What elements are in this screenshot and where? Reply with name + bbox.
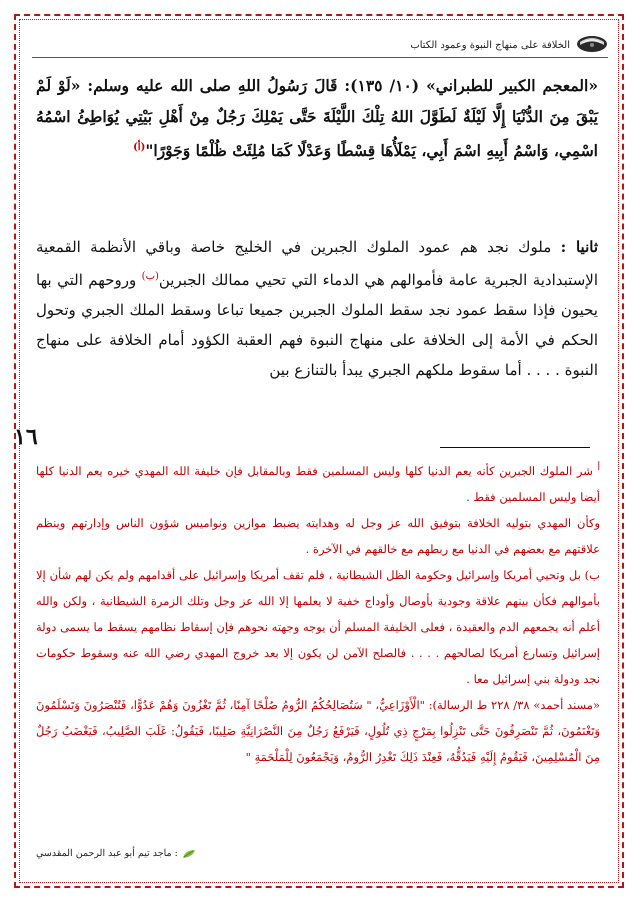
footnote-c: «مسند أحمد» ٣٨/ ٢٢٨ ط الرسالة): "الْأَوْزَاعِيُّ، " سَتُصَالِحُكُمُ الرُّومُ صُلْحًا آمِنًا، ثُمَّ تَغْزُونَ وَهُمْ عَدُوًّا، فَتُنْصَرُونَ وَتَسْلَمُونَ وَتَغْنَمُونَ، ثُمَّ تَنْصَرِفُونَ حَتَّى تَنْزِلُوا بِمَرْجٍ ذِي تُلُولٍ، فَيَرْفَعُ رَجُلٌ مِنَ النَّصْرَانِيَّةِ صَلِيبًا، فَيَقُولُ: غَلَبَ الصَّلِيبُ، فَيَغْضَبُ رَجُلٌ مِنَ الْمُسْلِمِينَ، فَيَقُومُ إِلَيْهِ فَيَدُقُّهُ، فَعِنْدَ ذَلِكَ تَغْدِرُ الرُّومُ، وَيَجْمَعُونَ لِلْمَلْحَمَةِ ": [36, 697, 601, 764]
footnote-a-number: أ: [597, 463, 600, 473]
footnote-marker-a[interactable]: (أ): [133, 142, 146, 153]
hadith-quote: [36, 70, 598, 166]
page-number: ١٦: [14, 424, 38, 450]
body-paragraph: [36, 232, 598, 385]
footnote-a-continued: وكأن المهدي بتوليه الخلافة بتوفيق الله عز وجل له وهدايته يضبط موازين ونواميس شؤون الناس وإدارتهم وينظم علاقتهم مع بعضهم في الدنيا مع ربطهم مع خالقهم في الآخرة .: [36, 515, 600, 556]
footnote-a: [36, 455, 600, 510]
hadith-quote-text: «المعجم الكبير للطبراني» (١٠/ ١٣٥): قَالَ رَسُولُ اللهِ صلى الله عليه وسلم: «لَوْ لَمْ يَبْقَ مِنَ الدُّنْيَا إِلَّا لَيْلَةٌ لَطَوَّلَ اللهُ تِلْكَ اللَّيْلَةَ حَتَّى يَمْلِكَ رَجُلٌ مِنْ أَهْلِ بَيْتِي يُوَاطِئُ اسْمُهُ اسْمِي، وَاسْمُ أَبِيهِ اسْمَ أَبِي، يَمْلَأُهَا قِسْطًا وَعَدْلًا كَمَا مُلِئَتْ ظُلْمًا وَجَوْرًا": [36, 76, 599, 161]
leaf-icon: [182, 849, 196, 859]
book-icon: [576, 30, 608, 54]
author-signature: [36, 848, 196, 859]
footnote-marker-b[interactable]: (ب): [141, 271, 159, 282]
footnotes-section: [36, 455, 600, 770]
footnote-divider: [440, 447, 590, 448]
header-divider: [32, 57, 608, 58]
body-text-part1: ملوك نجد هم عمود الملوك الجبرين في الخليج خاصة وباقي الأنظمة القمعية الإستبدادية الجبرية عامة فأموالهم هي الدماء التي تحيي ممالك الجبرين: [36, 238, 598, 289]
author-name: : ماجد تيم أبو عبد الرحمن المقدسي: [36, 848, 178, 859]
paragraph-label: ثانيا :: [560, 238, 598, 256]
running-header: الخلافة على منهاج النبوة وعمود الكتاب: [410, 40, 570, 51]
footnote-b: ب) بل وتحيي أمريكا وإسرائيل وحكومة الظل الشيطانية ، فلم تقف أمريكا وإسرائيل على أقدامهم ولم يكن لهم شأن إلا بأموالهم فكأن بينهم علاقة وجودية بأوصال وأوداج خفية لا يعلمها إلا الله عز وجل وتلك الزمرة الشيطانية ، ولكن والله أعلم أنه يجمعهم الدم والعقيدة ، فعلى الخليفة المسلم أن يوجه وجهته نحوهم فإن إسقاط نظامهم يسقط ما يسمى دولة إسرائيل وتسارع أمريكا لصالحهم . . . . فالصلح الآمن لن يكون إلا بعد خروج المهدي رضي الله عنه وسقوط حكومات نجد ودولة بني إسرائيل معا .: [36, 567, 600, 686]
body-text-part2: وروحهم التي بها يحيون فإذا سقط عمود نجد سقط الملوك الجبرين جميعا تباعا وسقط الملك الجبري وتحول الحكم في الأمة إلى الخلافة على منهاج النبوة فهم العقبة الكؤود أمام الخلافة على منهاج النبوة . . . . أما سقوط ملكهم الجبري يبدأ بالتنازع بين: [36, 271, 598, 379]
footnote-a-text: شر الملوك الجبرين كأنه يعم الدنيا كلها وليس المسلمين فقط وبالمقابل فإن خليفة الله المهدي خيره يعم الدنيا كلها أيضا وليس المسلمين فقط .: [36, 463, 600, 504]
